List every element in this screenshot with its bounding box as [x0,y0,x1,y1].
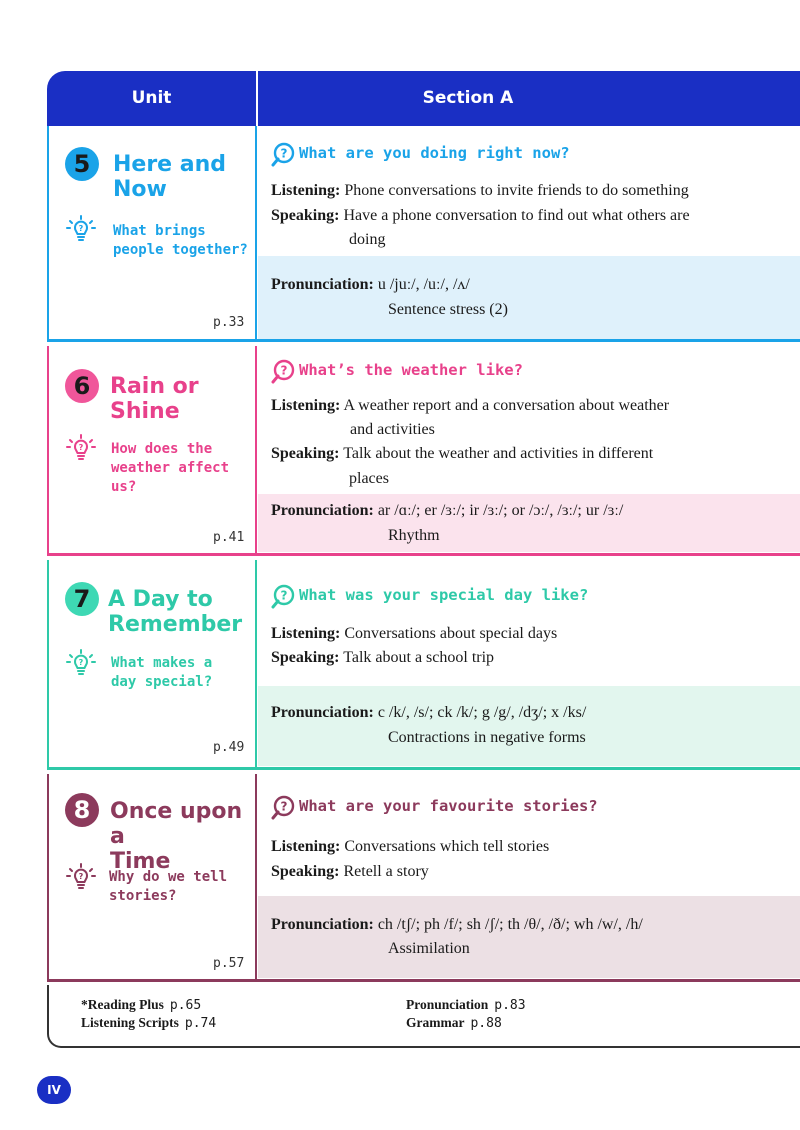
lightbulb-icon [65,648,97,680]
left-border [47,126,49,339]
speaking-line [271,646,494,670]
row-bottom-border [47,339,800,342]
svg-text:?: ? [78,224,84,233]
question-line: stories? [109,888,177,904]
section-question-text: What are you doing right now? [299,144,570,162]
speaking-text: Talk about the weather and activities in different [343,445,654,462]
column-divider [255,560,257,767]
unit-title-line: Shine [110,399,180,424]
speaking-text-continued: places [349,470,389,487]
section-a-column-header: Section A [422,88,514,108]
svg-text:?: ? [78,443,84,452]
left-border [47,774,49,979]
pronunciation-text-continued: Contractions in negative forms [388,729,586,746]
pronunciation-line [271,913,643,937]
unit-big-question [113,222,253,260]
pronunciation-text-continued: Rhythm [388,527,440,544]
pronunciation-label: Pronunciation: [271,704,374,721]
pronunciation-text-continued: Assimilation [388,940,470,957]
pronunciation-label: Pronunciation: [271,502,374,519]
lightbulb-icon [65,433,97,465]
left-border [47,346,49,553]
unit-number-badge: 6 [65,369,99,403]
pronunciation-text: u /juː/, /uː/, /ʌ/ [377,276,470,293]
footer-label: Grammar [406,1015,465,1030]
question-line: us? [111,479,137,495]
section-question-text: What’s the weather like? [299,361,523,379]
listening-text: Phone conversations to invite friends to do something [344,182,689,199]
speaking-label: Speaking: [271,649,340,666]
footer-page: p.83 [494,998,526,1013]
speaking-text: Have a phone conversation to find out what others are [343,207,690,224]
pronunciation-label: Pronunciation: [271,916,374,933]
question-line: Why do we tell [109,869,228,885]
pronunciation-label: Pronunciation: [271,276,374,293]
unit-big-question [109,868,249,906]
unit-big-question [111,654,251,692]
speaking-line [271,860,429,884]
speaking-line [271,442,653,466]
listening-label: Listening: [271,182,341,199]
svg-text:?: ? [280,799,288,814]
unit-page-number: p.57 [213,956,245,971]
pronunciation-text: ch /tʃ/; ph /f/; sh /ʃ/; th /θ/, /ð/; wh /w/, /h/ [377,916,643,933]
svg-text:?: ? [280,588,288,603]
listening-label: Listening: [271,838,341,855]
magnifier-question-icon [271,142,297,168]
listening-label: Listening: [271,625,341,642]
svg-text:?: ? [280,363,288,378]
pronunciation-box [258,256,800,339]
pronunciation-text: c /k/, /s/; ck /k/; g /g/, /dʒ/; x /ks/ [377,704,587,721]
lightbulb-icon [65,214,97,246]
row-bottom-border [47,979,800,982]
footer-label: Pronunciation [406,997,489,1012]
unit-number-badge: 8 [65,793,99,827]
unit-title-line: Remember [108,612,243,637]
speaking-text: Talk about a school trip [343,649,495,666]
unit-page-number: p.41 [213,530,245,545]
question-line: What brings [113,223,206,239]
magnifier-question-icon [271,584,297,610]
footer-listening-scripts [81,1015,216,1031]
column-divider [255,346,257,553]
unit-title-line: A Day to [108,587,213,612]
svg-text:?: ? [78,658,84,667]
row-bottom-border [47,767,800,770]
speaking-label: Speaking: [271,863,340,880]
unit-page-number: p.33 [213,315,245,330]
section-question-text: What are your favourite stories? [299,797,598,815]
table-header [47,71,800,126]
footer-page: p.88 [470,1016,502,1031]
listening-line [271,394,669,418]
unit-title-line: Time [110,849,171,874]
footer-pronunciation [406,997,526,1013]
footer-page: p.74 [184,1016,217,1031]
pronunciation-line [271,273,470,297]
page-number-badge: IV [37,1076,71,1104]
contents-footer [47,985,800,1048]
question-line: people together? [113,242,248,258]
row-bottom-border [47,553,800,556]
listening-text: A weather report and a conversation about weather [343,397,670,414]
footer-page: p.65 [169,998,202,1013]
magnifier-question-icon [271,359,297,385]
unit-row-5 [47,126,800,342]
pronunciation-text-continued: Sentence stress (2) [388,301,508,318]
magnifier-question-icon [271,795,297,821]
section-question-text: What was your special day like? [299,586,589,604]
listening-line [271,835,549,859]
footer-label: Listening Scripts [81,1015,179,1030]
unit-page-number: p.49 [213,740,245,755]
listening-text: Conversations about special days [344,625,558,642]
unit-title-line: Now [113,177,167,202]
unit-row-7 [47,560,800,772]
pronunciation-line [271,499,623,523]
unit-title-line: Rain or [110,374,199,399]
unit-title [113,152,255,202]
speaking-line [271,204,690,228]
question-line: day special? [111,674,213,690]
lightbulb-icon [65,862,97,894]
listening-line [271,622,557,646]
footer-reading-plus [81,997,201,1013]
left-border [47,560,49,767]
pronunciation-text: ar /ɑː/; er /ɜː/; ir /ɜː/; or /ɔː/, /ɜː/; ur /ɜː/ [377,502,624,519]
listening-text: Conversations which tell stories [344,838,550,855]
question-line: How does the [111,441,213,457]
unit-column-header: Unit [131,88,172,108]
speaking-text: Retell a story [343,863,429,880]
svg-text:?: ? [78,872,84,881]
pronunciation-line [271,701,586,725]
unit-title [110,374,252,424]
listening-text-continued: and activities [350,421,435,438]
unit-title [110,799,260,874]
question-line: What makes a [111,655,213,671]
unit-number-badge: 5 [65,147,99,181]
pronunciation-box [258,896,800,978]
unit-row-6 [47,346,800,558]
unit-big-question [111,440,251,497]
column-divider [255,126,257,339]
unit-title-line: Once upon a [110,799,243,849]
speaking-text-continued: doing [349,231,386,248]
listening-line [271,179,689,203]
svg-text:?: ? [280,146,288,161]
unit-title-line: Here and [113,152,227,177]
listening-label: Listening: [271,397,341,414]
speaking-label: Speaking: [271,207,340,224]
question-line: weather affect [111,460,230,476]
unit-title [108,587,250,637]
speaking-label: Speaking: [271,445,340,462]
footer-label: *Reading Plus [81,997,164,1012]
unit-number-badge: 7 [65,582,99,616]
footer-grammar [406,1015,502,1031]
unit-row-8 [47,774,800,984]
